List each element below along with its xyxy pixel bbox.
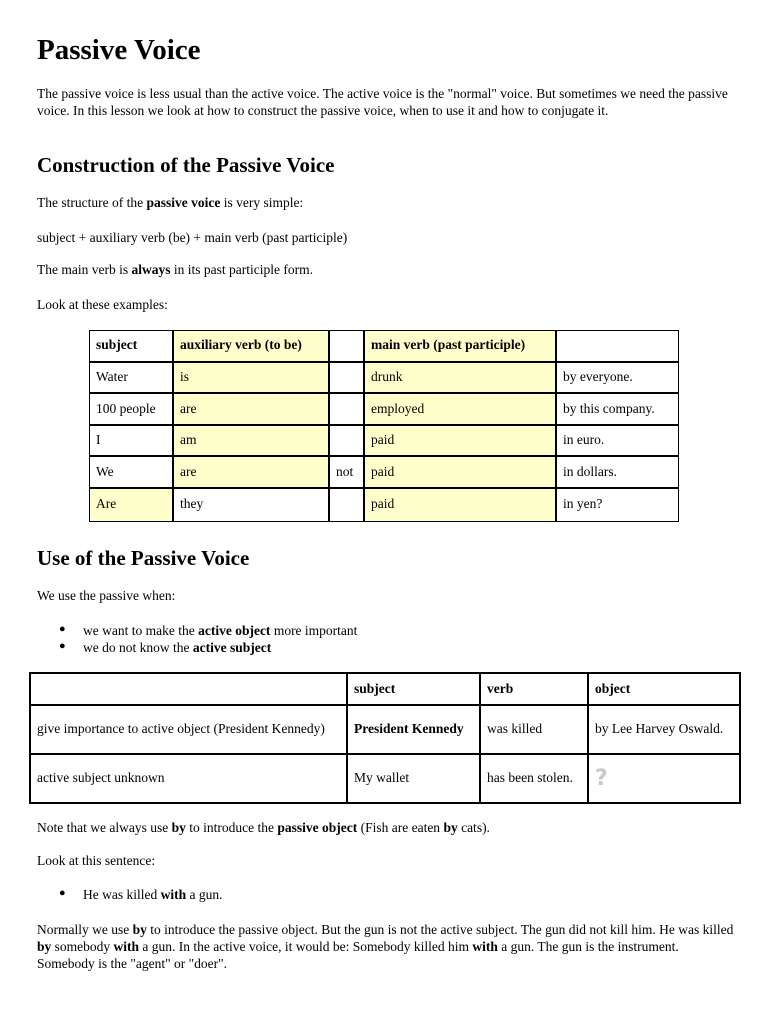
- table-cell: in euro.: [557, 426, 678, 458]
- table-cell: employed: [365, 394, 557, 426]
- table-cell: is: [174, 363, 330, 395]
- table-cell: am: [174, 426, 330, 458]
- table-header-cell: verb: [481, 674, 589, 706]
- table-cell: by this company.: [557, 394, 678, 426]
- table-cell: in dollars.: [557, 457, 678, 489]
- table-cell: paid: [365, 457, 557, 489]
- table-cell: give importance to active object (President Kennedy): [31, 706, 348, 755]
- table-row: [31, 706, 739, 755]
- examples-intro: Look at these examples:: [37, 297, 168, 312]
- table-row: [90, 489, 678, 521]
- table-cell: they: [174, 489, 330, 521]
- structure-sentence: The structure of the passive voice is very simple:: [37, 195, 304, 210]
- table-header-cell: [31, 674, 348, 706]
- table-cell: President Kennedy: [348, 706, 481, 755]
- bullet-icon: ●: [59, 640, 66, 652]
- use-heading: Use of the Passive Voice: [37, 546, 250, 570]
- table-cell: We: [90, 457, 174, 489]
- table-cell: paid: [365, 489, 557, 521]
- table-cell: drunk: [365, 363, 557, 395]
- table-cell: [330, 489, 365, 521]
- bullet-icon: ●: [59, 887, 66, 899]
- table-cell: by everyone.: [557, 363, 678, 395]
- table-header-row: [31, 674, 739, 706]
- intro-paragraph: The passive voice is less usual than the active voice. The active voice is the "normal" voice. But sometimes we need the passive voice. In this lesson we look at how to construct the passive voice, when to use it and how to conjugate it.: [37, 86, 728, 118]
- page-title: Passive Voice: [37, 34, 201, 66]
- list-item: ● we do not know the active subject: [59, 640, 272, 655]
- table-header-cell: subject: [90, 331, 174, 363]
- table-row: [90, 394, 678, 426]
- note-sentence: Note that we always use by to introduce the passive object (Fish are eaten by cats).: [37, 820, 490, 835]
- table-cell: in yen?: [563, 496, 603, 512]
- construction-heading: Construction of the Passive Voice: [37, 153, 335, 177]
- table-cell: has been stolen.: [481, 755, 589, 802]
- table-cell: active subject unknown: [31, 755, 348, 802]
- use-bullet-list: [37, 623, 357, 657]
- table-header-row: [90, 331, 678, 363]
- table-row: [31, 755, 739, 802]
- table-cell: Are: [90, 489, 174, 521]
- table-cell: I: [90, 426, 174, 458]
- list-item: ● we want to make the active object more important: [59, 623, 358, 638]
- question-mark-icon: ?: [595, 765, 608, 791]
- use-examples-table: [29, 672, 741, 804]
- table-header-cell: object: [589, 674, 739, 706]
- table-row: [90, 457, 678, 489]
- table-cell: not: [330, 457, 365, 489]
- table-cell: [330, 426, 365, 458]
- table-cell: [330, 363, 365, 395]
- structure-formula: subject + auxiliary verb (be) + main verb (past participle): [37, 230, 348, 245]
- table-header-cell: auxiliary verb (to be): [174, 331, 330, 363]
- table-cell: was killed: [481, 706, 589, 755]
- table-header-cell: [557, 331, 678, 363]
- table-cell: by Lee Harvey Oswald.: [589, 706, 739, 755]
- table-cell: [589, 755, 739, 802]
- look-bullet-list: [37, 887, 223, 904]
- table-cell: 100 people: [90, 394, 174, 426]
- main-verb-sentence: The main verb is always in its past participle form.: [37, 262, 313, 277]
- table-row: [90, 426, 678, 458]
- table-cell: My wallet: [348, 755, 481, 802]
- table-row: [90, 363, 678, 395]
- table-header-cell: [330, 331, 365, 363]
- use-intro: We use the passive when:: [37, 588, 176, 603]
- table-cell: are: [174, 394, 330, 426]
- table-header-cell: main verb (past participle): [365, 331, 557, 363]
- table-cell: are: [174, 457, 330, 489]
- table-cell: [330, 394, 365, 426]
- table-header-cell: subject: [348, 674, 481, 706]
- final-paragraph: Normally we use by to introduce the passive object. But the gun is not the active subject. The gun did not kill him. He was killed by somebody with a gun. In the active voice, it would be: Somebody killed him with a gun. The gun is the instrument. Somebody is the "agent" or "doer".: [37, 922, 734, 971]
- list-item: ● He was killed with a gun.: [59, 887, 223, 902]
- bullet-icon: ●: [59, 623, 66, 635]
- table-cell: paid: [365, 426, 557, 458]
- table-cell: Water: [90, 363, 174, 395]
- look-intro: Look at this sentence:: [37, 853, 156, 868]
- construction-examples-table: [89, 330, 679, 522]
